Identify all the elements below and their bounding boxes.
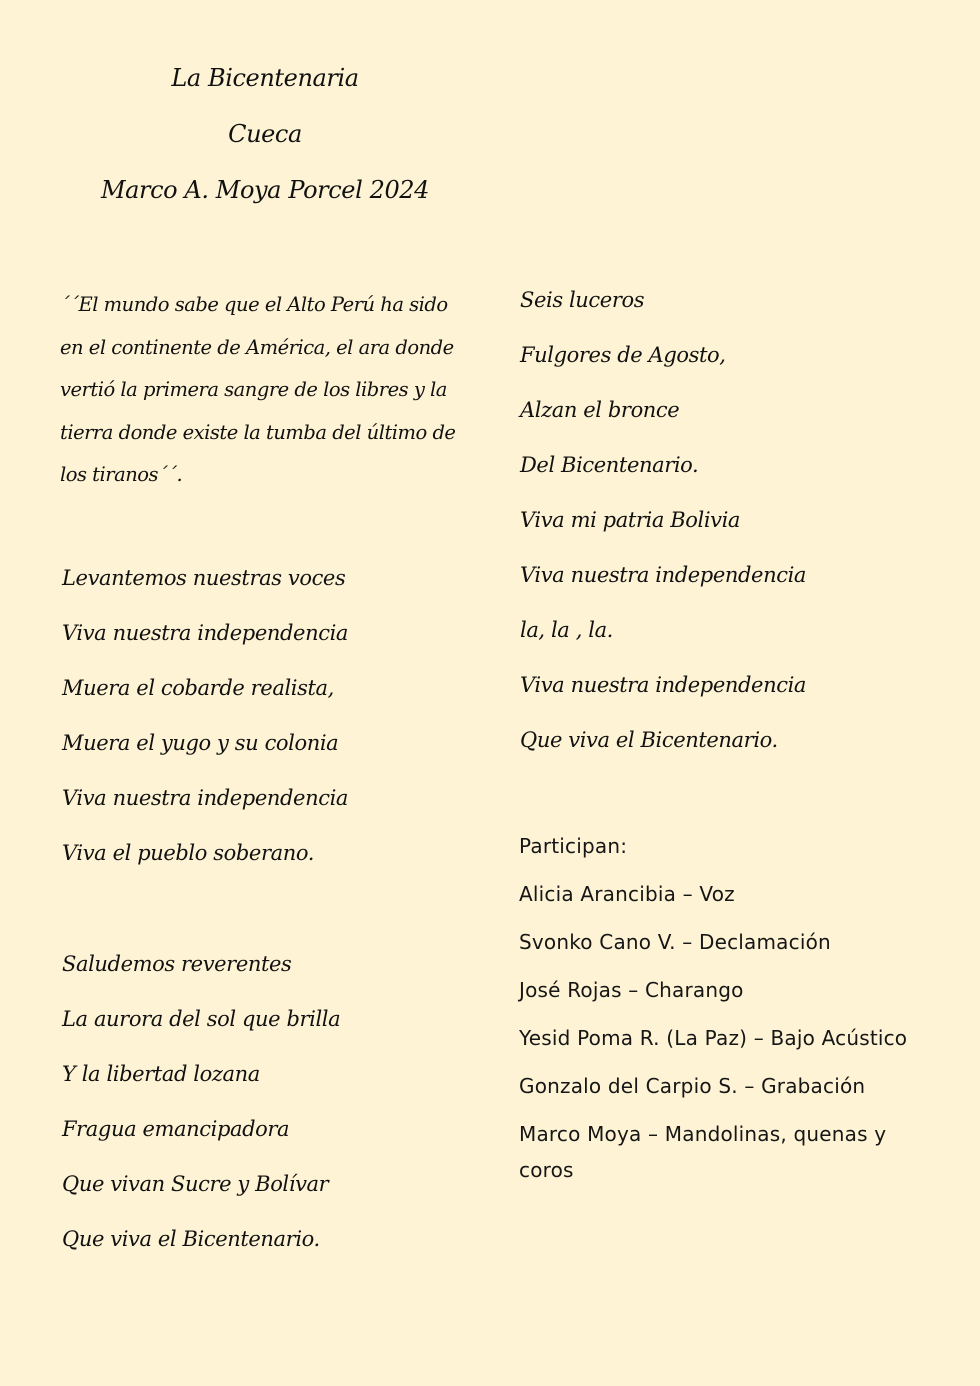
verse-line: Viva nuestra independencia: [520, 673, 806, 697]
verse-line: Y la libertad lozana: [62, 1062, 260, 1086]
verse-line: Muera el cobarde realista,: [62, 676, 334, 700]
participants-list: [519, 828, 919, 1200]
verse-line: la, la , la.: [520, 618, 613, 642]
verse-line: Viva nuestra independencia: [62, 786, 348, 810]
verse-line: Que vivan Sucre y Bolívar: [62, 1172, 329, 1196]
verse-line: Seis luceros: [520, 288, 645, 312]
verse-line: Que viva el Bicentenario.: [62, 1227, 320, 1251]
stanza-2: [62, 948, 340, 1278]
verse-line: Muera el yugo y su colonia: [62, 731, 339, 755]
verse-line: Viva nuestra independencia: [62, 621, 348, 645]
verse-line: Del Bicentenario.: [520, 453, 699, 477]
credit-item: Alicia Arancibia – Voz: [519, 882, 735, 906]
song-title: La Bicentenaria: [171, 64, 359, 92]
song-header: [60, 58, 470, 226]
verse-line: Que viva el Bicentenario.: [520, 728, 778, 752]
verse-line: Alzan el bronce: [520, 398, 680, 422]
credit-item: Marco Moya – Mandolinas, quenas y coros: [519, 1122, 887, 1182]
verse-line: Viva nuestra independencia: [520, 563, 806, 587]
credit-item: Gonzalo del Carpio S. – Grabación: [519, 1074, 866, 1098]
verse-line: Fulgores de Agosto,: [520, 343, 726, 367]
verse-line: La aurora del sol que brilla: [62, 1007, 341, 1031]
stanza-3: [520, 284, 806, 779]
verse-line: Saludemos reverentes: [62, 952, 292, 976]
verse-line: Viva el pueblo soberano.: [62, 841, 314, 865]
credit-item: Yesid Poma R. (La Paz) – Bajo Acústico: [519, 1026, 908, 1050]
song-author: Marco A. Moya Porcel 2024: [100, 176, 430, 204]
verse-line: Fragua emancipadora: [62, 1117, 290, 1141]
participants-title: Participan:: [519, 834, 628, 858]
verse-line: Viva mi patria Bolivia: [520, 508, 741, 532]
song-genre: Cueca: [228, 120, 302, 148]
credit-item: José Rojas – Charango: [519, 978, 744, 1002]
verse-line: Levantemos nuestras voces: [62, 566, 346, 590]
stanza-1: [62, 562, 348, 892]
credit-item: Svonko Cano V. – Declamación: [519, 930, 831, 954]
epigraph-quote: ´´El mundo sabe que el Alto Perú ha sido en el continente de América, el ara donde vertió la primera sangre de los libres y la tierra donde existe la tumba del último de los tiranos´´.: [60, 293, 456, 486]
